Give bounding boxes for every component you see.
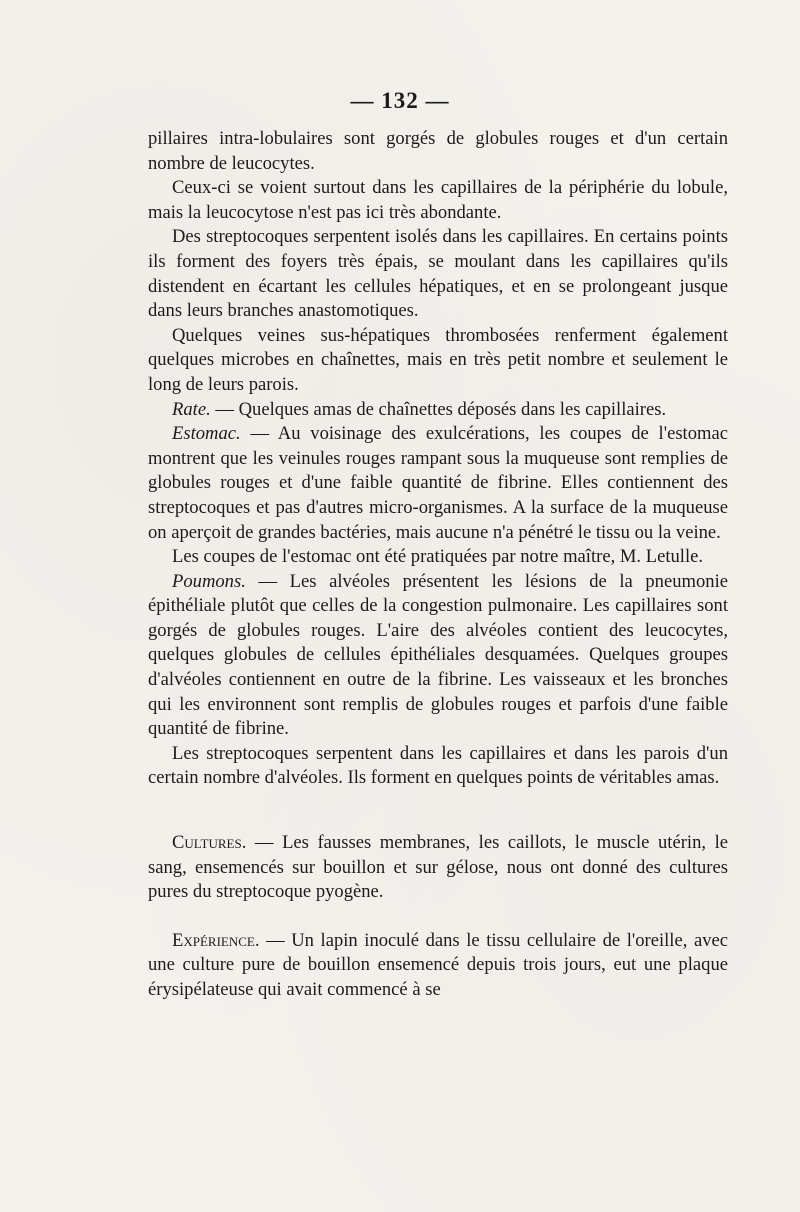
section-label-poumons: Poumons. [172,570,246,592]
section-label-experience: Expérience. [172,929,260,951]
paragraph-continuation: pillaires intra-lobulaires sont gorgés de globules rouges et d'un certain nombre de leucocytes. [148,128,728,174]
paragraph-rate [148,398,728,423]
paragraph-veines: Quelques veines sus-hépatiques thrombosées renferment également quelques microbes en chaînettes, mais en très petit nombre et seulement le long de leurs parois. [148,324,728,395]
paragraph-leucocytes: Ceux-ci se voient surtout dans les capillaires de la périphérie du lobule, mais la leucocytose n'est pas ici très abondante. [148,177,728,223]
section-label-estomac: Estomac. [172,423,241,445]
paragraph-rate-text: — Quelques amas de chaînettes déposés dans les capillaires. [210,398,667,420]
paragraph-estomac-text: — Au voisinage des exulcérations, les coupes de l'estomac montrent que les veinules rouges rampant sous la muqueuse sont remplies de globules rouges et d'une faible quantité de fibrine. Elles contiennent des streptocoques et pas d'autres micro-organismes. A la surface de la muqueuse on aperçoit de grandes bactéries, mais aucune n'a pénétré le tissu ou la veine. [148,423,728,543]
paragraph-experience-text: — Un lapin inoculé dans le tissu cellulaire de l'oreille, avec une culture pure de bouillon ensemencé depuis trois jours, eut une plaque érysipélateuse qui avait commencé à se [148,929,728,1000]
paragraph-estomac [148,422,728,545]
section-spacer-small [148,905,728,929]
paragraph-cultures [148,831,728,905]
section-spacer [148,791,728,831]
body-text [148,127,728,1003]
paragraph-poumons-text: — Les alvéoles présentent les lésions de la pneumonie épithéliale plutôt que celles de la congestion pulmonaire. Les capillaires sont gorgés de globules rouges. L'aire des alvéoles contient des leucocytes, quelques globules de cellules épithéliales desquamées. Quelques groupes d'alvéoles contiennent en outre de la fibrine. Les vaisseaux et les bronches qui les environnent sont remplis de globules rouges et parfois d'une faible quantité de fibrine. [148,570,728,740]
section-label-cultures: Cultures. [172,832,247,854]
page-number: — 132 — [350,88,450,113]
paragraph-alveoles: Les streptocoques serpentent dans les capillaires et dans les parois d'un certain nombre d'alvéoles. Ils forment en quelques points de véritables amas. [148,742,728,789]
paragraph-cultures-text: — Les fausses membranes, les caillots, le muscle utérin, le sang, ensemencés sur bouillon et sur gélose, nous ont donné des cultures pures du streptocoque pyogène. [148,832,728,903]
section-label-rate: Rate. [172,398,211,420]
paragraph-streptocoques: Des streptocoques serpentent isolés dans les capillaires. En certains points ils forment des foyers très épais, se moulant dans les capillaires qu'ils distendent en écartant les cellules hépatiques, et en se prolongeant jusque dans leurs branches anastomotiques. [148,226,728,322]
paragraph-poumons [148,570,728,742]
paragraph-experience [148,929,728,1003]
paragraph-coupes: Les coupes de l'estomac ont été pratiquées par notre maître, M. Letulle. [172,546,704,568]
